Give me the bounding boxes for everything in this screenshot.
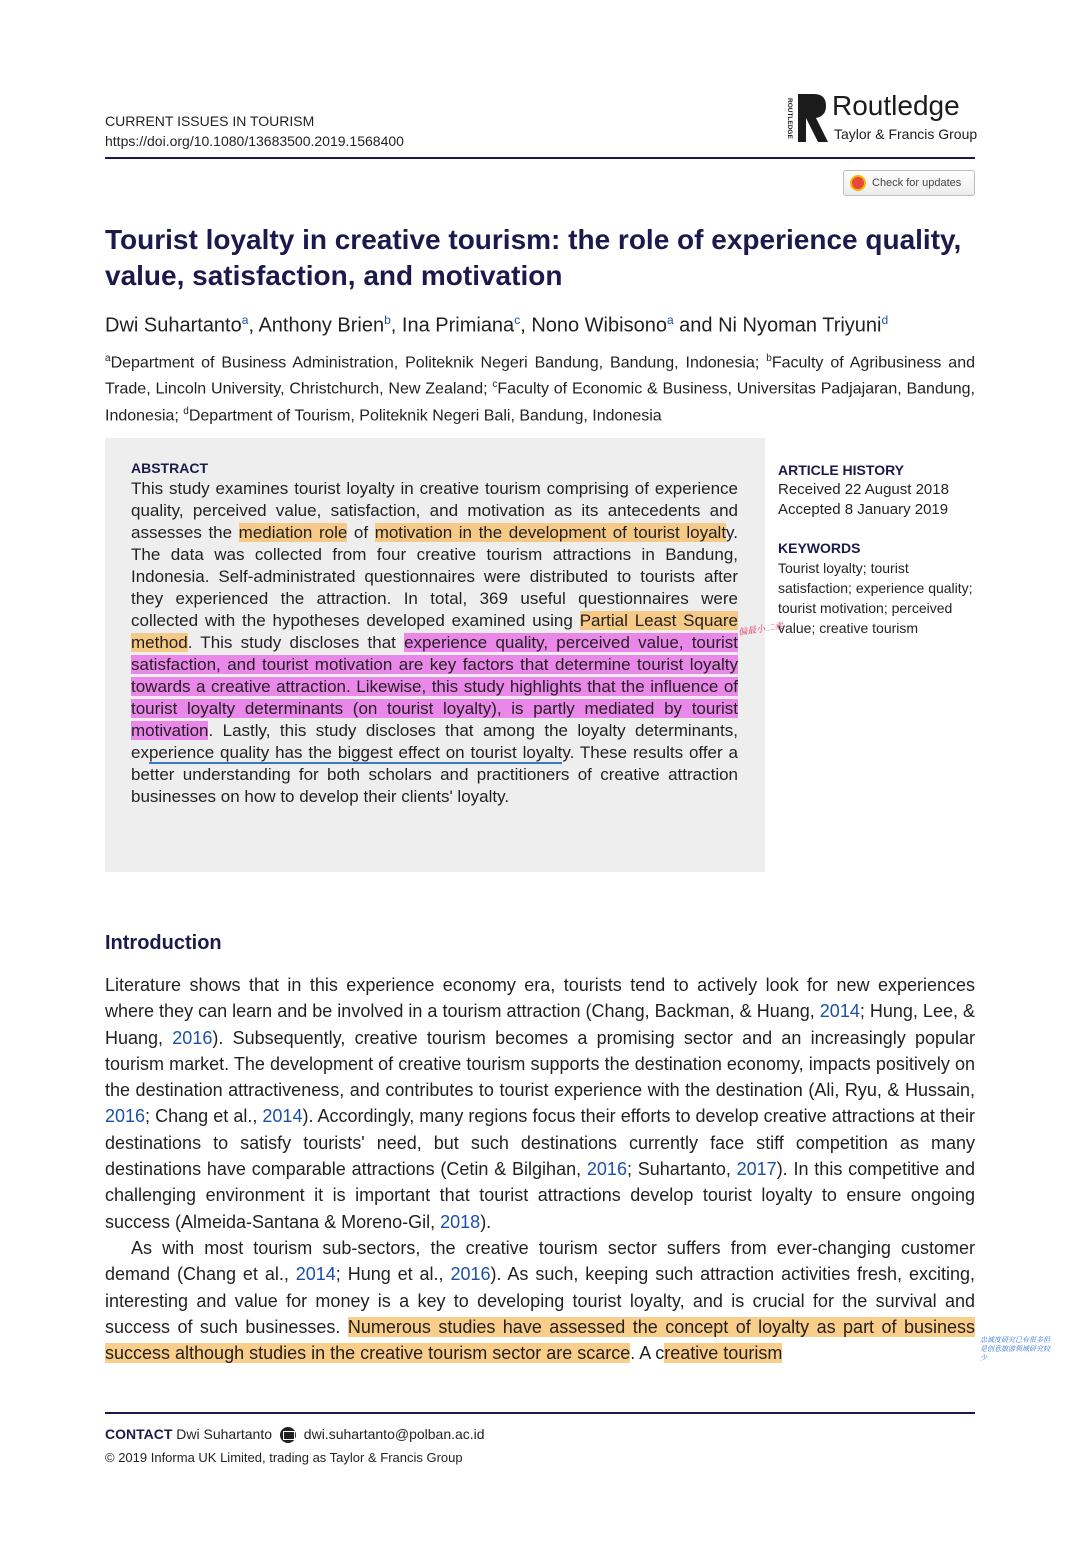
affiliations: [105, 348, 975, 427]
abstract-text: This study examines tourist loyalty in creative tourism comprising of experience quality, perceived value, satisfaction, and motivation as its antecedents and assesses the mediation role of motivation in the development of tourist loyalty. The data was collected from four creative tourism attractions in Bandung, Indonesia. Self-administrated questionnaires were distributed to tourists after they experienced the attraction. In total, 369 useful questionnaires were collected with the hypotheses developed examined using Partial Least Square method. This study discloses that experience quality, perceived value, tourist satisfaction, and tourist motivation are key factors that determine tourist loyalty towards a creative attraction. Likewise, this study highlights that the influence of tourist loyalty determinants (on tourist loyalty), is partly mediated by tourist motivation. Lastly, this study discloses that among the loyalty determinants, experience quality has the biggest effect on tourist loyalty. These results offer a better understanding for both scholars and practitioners of creative attraction businesses on how to develop their clients' loyalty.: [131, 479, 739, 806]
doi-link[interactable]: https://doi.org/10.1080/13683500.2019.1568400: [105, 133, 404, 149]
citation-link[interactable]: 2014: [819, 1001, 860, 1022]
author-affil[interactable]: c: [514, 313, 521, 327]
check-updates-icon: [850, 175, 866, 191]
journal-header: [105, 111, 404, 151]
highlight: Numerous studies have assessed the concept of loyalty as part of business success although studies in the creative tourism sector are scarce: [105, 1316, 975, 1364]
citation-link[interactable]: 2014: [262, 1106, 303, 1127]
affil-key: c: [492, 379, 498, 391]
contact-line: [105, 1424, 485, 1444]
email-icon: [280, 1427, 296, 1443]
routledge-logo[interactable]: [784, 90, 984, 150]
author-affil[interactable]: a: [241, 313, 249, 327]
introduction-body: [105, 972, 975, 1366]
publisher-subtitle: Taylor & Francis Group: [834, 126, 978, 142]
affil-text: Department of Business Administration, Politeknik Negeri Bandung, Bandung, Indonesia;: [110, 354, 767, 372]
keywords-list: Tourist loyalty; tourist satisfaction; experience quality; tourist motivation; perceived value; creative tourism: [778, 560, 973, 636]
author-name: Dwi Suhartanto: [105, 314, 242, 337]
affil-text: Faculty of Agribusiness and Trade, Lincoln University, Christchurch, New Zealand;: [105, 354, 975, 398]
author-name: Nono Wibisono: [531, 314, 667, 337]
author-name: Ina Primiana: [401, 314, 515, 337]
paragraph: As with most tourism sub-sectors, the creative tourism sector suffers from ever-changing customer demand (Chang et al., 2014; Hung et al., 2016). As such, keeping such attraction activities fresh, exciting, interesting and value for money is a key to developing tourist loyalty, and is crucial for the survival and success of such businesses. Numerous studies have assessed the concept of loyalty as part of business success although studies in the creative tourism sector are scarce. A creative tourism: [105, 1237, 975, 1364]
citation-link[interactable]: 2016: [586, 1159, 627, 1180]
citation-link[interactable]: 2014: [295, 1264, 336, 1285]
publisher-name: Routledge: [832, 90, 960, 121]
author-name: Anthony Brien: [258, 314, 385, 337]
highlight: mediation role: [238, 523, 348, 542]
author-name: Ni Nyoman Triyuni: [718, 314, 882, 337]
author-sep: ,: [248, 314, 259, 337]
accepted-date: Accepted 8 January 2019: [778, 501, 949, 518]
citation-link[interactable]: 2016: [105, 1106, 146, 1127]
citation-link[interactable]: 2018: [440, 1211, 481, 1232]
article-history: [778, 460, 978, 520]
author-sep: ,: [390, 314, 402, 337]
highlight: motivation in the development of tourist loyalt: [374, 523, 727, 542]
author-and: and: [673, 314, 719, 337]
contact-name: Dwi Suhartanto: [176, 1426, 273, 1442]
logo-vertical-text: ROUTLEDGE: [786, 98, 793, 139]
affil-key: a: [105, 353, 111, 364]
author-sep: ,: [520, 314, 532, 337]
handwritten-note: 偏最小二乘: [737, 620, 784, 638]
abstract-heading: ABSTRACT: [131, 460, 208, 476]
check-updates-label: Check for updates: [872, 177, 962, 189]
routledge-emblem-icon: [784, 90, 830, 148]
handwritten-note: 忠诚度研究已有很多但是创意旅游领域研究较少: [980, 1337, 1050, 1362]
affil-key: b: [766, 353, 772, 364]
paragraph: Literature shows that in this experience economy era, tourists tend to actively look for new experiences where they can learn and be involved in a tourism attraction (Chang, Backman, & Huang, 2014; Hung, Lee, & Huang, 2016). Subsequently, creative tourism becomes a promising sector and an increasingly popular tourism market. The development of creative tourism supports the destination economy, impacts positively on the destination attractiveness, and contributes to tourist experience with the destination (Ali, Ryu, & Hussain, 2016; Chang et al., 2014). Accordingly, many regions focus their efforts to develop creative attractions at their destinations to satisfy tourists' need, but such destinations currently face stiff competition as many destinations have comparable attractions (Cetin & Bilgihan, 2016; Suhartanto, 2017). In this competitive and challenging environment it is important that tourist attractions develop tourist loyalty to ensure ongoing success (Almeida-Santana & Moreno-Gil, 2018).: [105, 975, 976, 1232]
highlight: Partial Least Square method: [131, 611, 738, 652]
author-affil[interactable]: d: [881, 313, 889, 327]
citation-link[interactable]: 2017: [736, 1159, 777, 1180]
copyright: © 2019 Informa UK Limited, trading as Taylor & Francis Group: [105, 1450, 463, 1465]
citation-link[interactable]: 2016: [450, 1264, 491, 1285]
footer-rule: [105, 1412, 975, 1414]
affil-text: Department of Tourism, Politeknik Negeri Bali, Bandung, Indonesia: [188, 406, 662, 424]
author-affil[interactable]: b: [384, 313, 391, 327]
contact-email[interactable]: dwi.suhartanto@polban.ac.id: [303, 1426, 485, 1442]
header-rule: [105, 157, 975, 159]
contact-label: CONTACT: [105, 1426, 173, 1442]
highlight: reative tourism: [664, 1343, 783, 1364]
citation-link[interactable]: 2016: [172, 1027, 213, 1048]
underline-annotation: perience quality has the biggest effect on tourist loyalt: [148, 743, 563, 762]
author-list: [105, 306, 888, 340]
author-affil[interactable]: a: [666, 313, 674, 327]
article-title: Tourist loyalty in creative tourism: the role of experience quality, value, satisfaction, and motivation: [105, 224, 962, 291]
check-for-updates-button[interactable]: [843, 170, 975, 196]
introduction-heading: Introduction: [105, 932, 222, 954]
journal-name: CURRENT ISSUES IN TOURISM: [105, 113, 315, 129]
affil-key: d: [183, 405, 189, 417]
keywords-section: [778, 538, 978, 638]
history-heading: ARTICLE HISTORY: [778, 462, 905, 478]
received-date: Received 22 August 2018: [778, 481, 949, 498]
highlight: experience quality, perceived value, tourist satisfaction, and tourist motivation are key factors that determine tourist loyalty towards a creative attraction. Likewise, this study highlights that the influence of tourist loyalty determinants (on tourist loyalty), is partly mediated by tourist motivation: [131, 633, 738, 740]
keywords-heading: KEYWORDS: [778, 540, 861, 556]
affil-text: Faculty of Economic & Business, Universitas Padjajaran, Bandung, Indonesia;: [105, 380, 975, 424]
